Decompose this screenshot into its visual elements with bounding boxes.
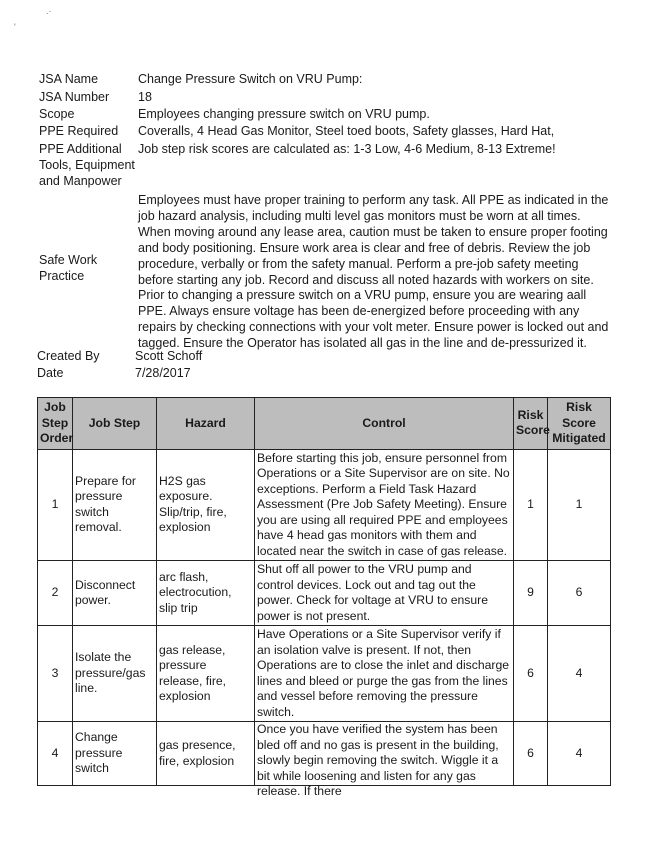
risk-mitigated-cell: 6: [548, 561, 611, 626]
ppe-additional-label: PPE Additional: [39, 142, 122, 156]
ppe-required-label: PPE Required: [39, 124, 119, 138]
jsa-name-label: JSA Name: [39, 72, 99, 86]
control-cell-truncated: [255, 722, 514, 798]
safe-work-label-line2: Practice: [39, 269, 85, 283]
step-order-cell: 1: [38, 449, 73, 561]
hazard-cell: H2S gas exposure. Slip/trip, fire, explosion: [157, 449, 255, 561]
ppe-additional-value: Job step risk scores are calculated as: 1-3 Low, 4-6 Medium, 8-13 Extreme!: [138, 142, 556, 156]
created-by-label: Created By: [37, 349, 100, 363]
job-step-cell: Prepare for pressure switch removal.: [73, 449, 157, 561]
step-order-cell: 2: [38, 561, 73, 626]
scan-speck: ': [14, 22, 16, 32]
safe-work-label-line1: Safe Work: [39, 253, 98, 267]
date-value: 7/28/2017: [135, 366, 191, 380]
risk-score-cell: 1: [514, 449, 548, 561]
control-cell: Shut off all power to the VRU pump and control devices. Lock out and tag out the power. Check for voltage at VRU to ensure power is not present.: [255, 561, 514, 626]
step-order-cell: 4: [38, 722, 73, 786]
job-step-cell: Change pressure switch: [73, 722, 157, 786]
scope-value: Employees changing pressure switch on VRU pump.: [138, 107, 430, 121]
hazard-cell: arc flash, electrocution, slip trip: [157, 561, 255, 626]
jsa-name-value: Change Pressure Switch on VRU Pump:: [138, 72, 363, 86]
jsa-number-value: 18: [138, 90, 152, 104]
header-hazard: Hazard: [157, 398, 255, 450]
date-label: Date: [37, 366, 64, 380]
header-control: Control: [255, 398, 514, 450]
safe-work-practice-text: Employees must have proper training to perform any task. All PPE as indicated in the job hazard analysis, including multi level gas monitors must be worn at all times. When moving around any lease area, caution must be taken to ensure proper footing and body positioning. Ensure work area is clear and free of debris. Review the job procedure, verbally or from the safety manual. Perform a pre-job safety meeting before starting any job. Record and discuss all noted hazards with workers on site. Prior to changing a pressure switch on a VRU pump, ensure you are wearing aall PPE. Always ensure voltage has been de-energized before proceeding with any repairs by checking connections with your volt meter. Ensure power is locked out and tagged. Ensure the Operator has isolated all gas in the line and de-pressurized it.: [138, 193, 609, 351]
hazard-cell: gas presence, fire, explosion: [157, 722, 255, 786]
risk-mitigated-cell: 4: [548, 626, 611, 722]
tools-label-line2: and Manpower: [39, 174, 122, 188]
table-header-row: [38, 398, 611, 450]
scan-speck: .·: [46, 6, 52, 16]
risk-score-cell: 6: [514, 722, 548, 786]
ppe-required-value: Coveralls, 4 Head Gas Monitor, Steel toed boots, Safety glasses, Hard Hat,: [138, 124, 555, 138]
table-row: [38, 449, 611, 561]
job-step-cell: Disconnect power.: [73, 561, 157, 626]
step-order-cell: 3: [38, 626, 73, 722]
control-cell: Before starting this job, ensure personnel from Operations or a Site Supervisor are on site. No exceptions. Perform a Field Task Hazard Assessment (Pre Job Safety Meeting). Ensure you are using all required PPE and employees have 4 head gas monitors with them and located near the switch in case of gas release.: [255, 449, 514, 561]
header-risk-mitigated: Risk Score Mitigated: [548, 398, 611, 450]
jsa-number-label: JSA Number: [39, 90, 110, 104]
risk-score-cell: 6: [514, 626, 548, 722]
risk-mitigated-cell: 1: [548, 449, 611, 561]
risk-score-cell: 9: [514, 561, 548, 626]
jsa-table: [37, 397, 611, 798]
table-row: [38, 561, 611, 626]
scope-label: Scope: [39, 107, 75, 121]
table-row: [38, 722, 611, 786]
risk-mitigated-cell: 4: [548, 722, 611, 786]
header-risk-score: Risk Score: [514, 398, 548, 450]
control-cell-text: Once you have verified the system has been bled off and no gas is present in the building, slowly begin removing the switch. Wiggle it a bit while loosening and listen for any gas release. If there: [257, 722, 499, 798]
tools-label-line1: Tools, Equipment: [39, 158, 135, 172]
header-job-step: Job Step: [73, 398, 157, 450]
table-row: [38, 626, 611, 722]
hazard-cell: gas release, pressure release, fire, explosion: [157, 626, 255, 722]
header-step-order: Job Step Order: [38, 398, 73, 450]
created-by-value: Scott Schoff: [135, 349, 203, 363]
control-cell: Have Operations or a Site Supervisor verify if an isolation valve is present. If not, then Operations are to close the inlet and discharge lines and bleed or purge the gas from the lines and vessel before removing the pressure switch.: [255, 626, 514, 722]
job-step-cell: Isolate the pressure/gas line.: [73, 626, 157, 722]
